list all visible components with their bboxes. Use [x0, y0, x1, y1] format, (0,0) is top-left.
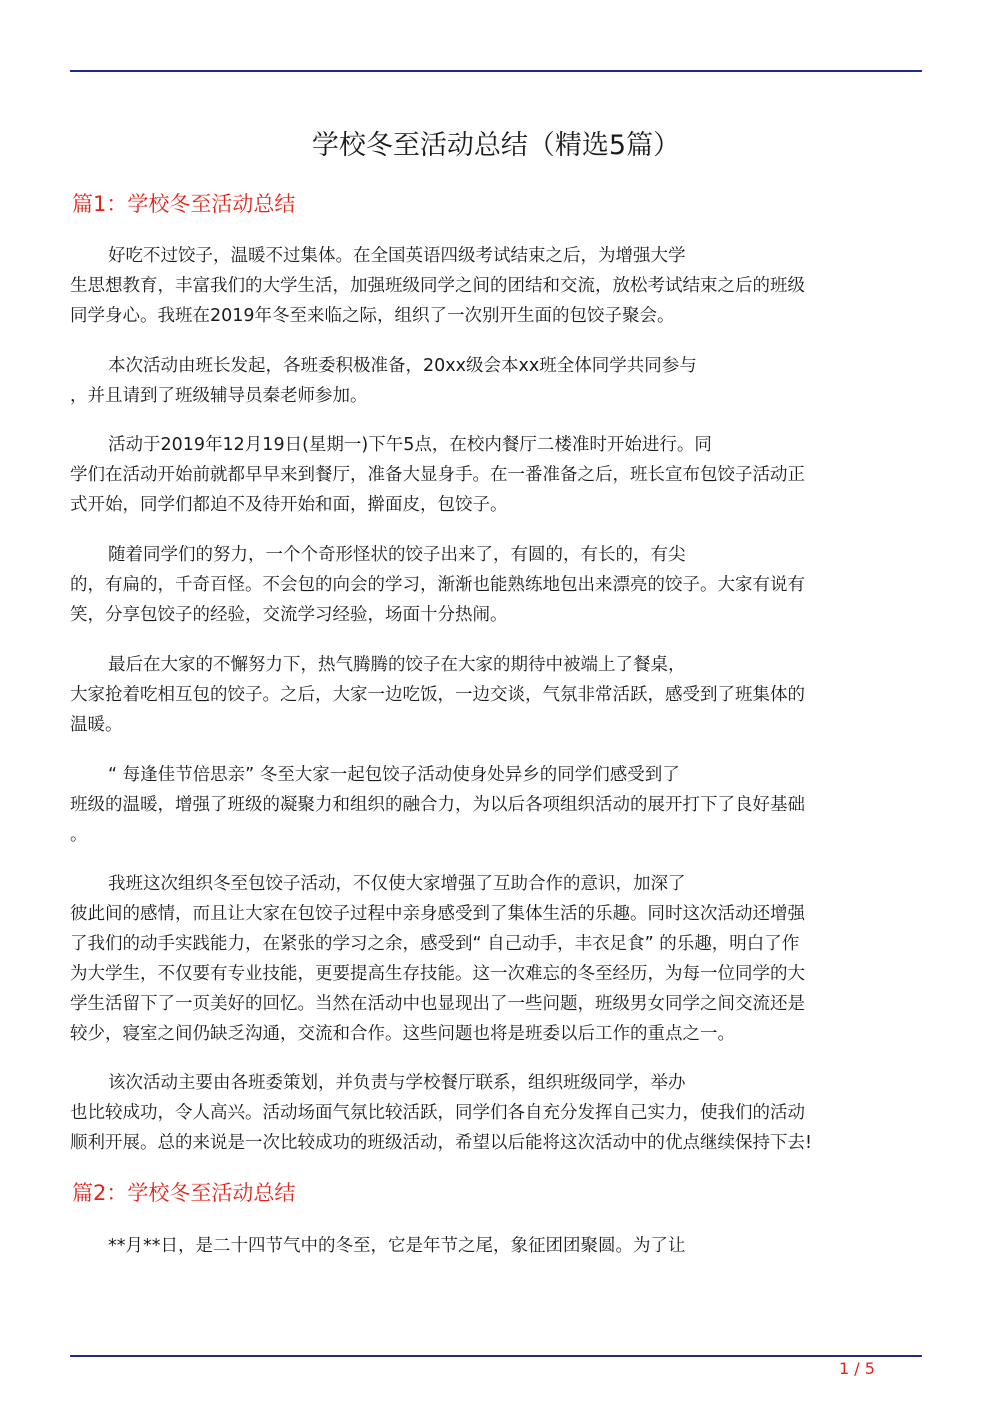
footer-rule: [70, 1355, 922, 1357]
paragraph-line: 笑，分享包饺子的经验，交流学习经验，场面十分热闹。: [70, 605, 508, 625]
paragraph: [70, 241, 922, 331]
paragraph-line: 了我们的动手实践能力，在紧张的学习之余，感受到“ 自己动手，丰衣足食” 的乐趣，明白了作: [70, 934, 800, 954]
paragraph: [70, 430, 922, 520]
paragraph: [70, 760, 922, 850]
paragraph-line: 学生活留下了一页美好的回忆。当然在活动中也显现出了一些问题，班级男女同学之间交流还是: [70, 994, 805, 1014]
paragraph-line: 顺利开展。总的来说是一次比较成功的班级活动，希望以后能将这次活动中的优点继续保持下去!: [70, 1133, 813, 1153]
paragraph-line: **月**日，是二十四节气中的冬至，它是年节之尾，象征团团聚圆。为了让: [108, 1236, 686, 1256]
paragraph-line: 温暖。: [70, 715, 123, 735]
paragraph-line: 该次活动主要由各班委策划，并负责与学校餐厅联系，组织班级同学，举办: [108, 1073, 686, 1093]
paragraph-line: 班级的温暖，增强了班级的凝聚力和组织的融合力，为以后各项组织活动的展开打下了良好基础: [70, 795, 805, 815]
paragraph-line: 我班这次组织冬至包饺子活动，不仅使大家增强了互助合作的意识，加深了: [108, 874, 686, 894]
header-rule: [70, 70, 922, 72]
paragraph: [70, 1068, 922, 1158]
paragraph: [70, 869, 922, 1049]
paragraph-line: 。: [70, 825, 88, 845]
paragraph-line: 大家抢着吃相互包的饺子。之后，大家一边吃饭，一边交谈，气氛非常活跃，感受到了班集体的: [70, 685, 805, 705]
section-heading-2: 篇2：学校冬至活动总结: [72, 1181, 296, 1205]
paragraph: [70, 540, 922, 630]
paragraph-line: 较少，寝室之间仍缺乏沟通，交流和合作。这些问题也将是班委以后工作的重点之一。: [70, 1024, 735, 1044]
paragraph-line: 彼此间的感情，而且让大家在包饺子过程中亲身感受到了集体生活的乐趣。同时这次活动还增强: [70, 904, 805, 924]
paragraph-line: 随着同学们的努力，一个个奇形怪状的饺子出来了，有圆的，有长的，有尖: [108, 545, 686, 565]
paragraph-line: 最后在大家的不懈努力下，热气腾腾的饺子在大家的期待中被端上了餐桌，: [108, 655, 686, 675]
paragraph-line: 为大学生，不仅要有专业技能，更要提高生存技能。这一次难忘的冬至经历，为每一位同学的大: [70, 964, 805, 984]
document-title: 学校冬至活动总结（精选5篇）: [311, 130, 681, 161]
paragraph: [70, 351, 922, 411]
section-heading-1: 篇1：学校冬至活动总结: [72, 192, 296, 216]
paragraph-line: 本次活动由班长发起，各班委积极准备，20xx级会本xx班全体同学共同参与: [108, 356, 697, 376]
paragraph-line: 生思想教育，丰富我们的大学生活，加强班级同学之间的团结和交流，放松考试结束之后的班级: [70, 276, 805, 296]
paragraph-line: 同学身心。我班在2019年冬至来临之际，组织了一次别开生面的包饺子聚会。: [70, 306, 675, 326]
paragraph-line: 好吃不过饺子，温暖不过集体。在全国英语四级考试结束之后，为增强大学: [108, 246, 686, 266]
paragraph-line: 式开始，同学们都迫不及待开始和面，擀面皮，包饺子。: [70, 495, 508, 515]
paragraph: [70, 650, 922, 740]
paragraph: [70, 1231, 922, 1261]
paragraph-line: “ 每逢佳节倍思亲” 冬至大家一起包饺子活动使身处异乡的同学们感受到了: [108, 765, 680, 785]
paragraph-line: 学们在活动开始前就都早早来到餐厅，准备大显身手。在一番准备之后，班长宣布包饺子活动正: [70, 465, 805, 485]
paragraph-line: ，并且请到了班级辅导员秦老师参加。: [70, 386, 368, 406]
page-number: 1 / 5: [839, 1359, 875, 1378]
paragraph-line: 的，有扁的，千奇百怪。不会包的向会的学习，渐渐也能熟练地包出来漂亮的饺子。大家有说有: [70, 575, 805, 595]
paragraph-line: 也比较成功，令人高兴。活动场面气氛比较活跃，同学们各自充分发挥自己实力，使我们的活动: [70, 1103, 805, 1123]
paragraph-line: 活动于2019年12月19日(星期一)下午5点，在校内餐厅二楼准时开始进行。同: [108, 435, 712, 455]
